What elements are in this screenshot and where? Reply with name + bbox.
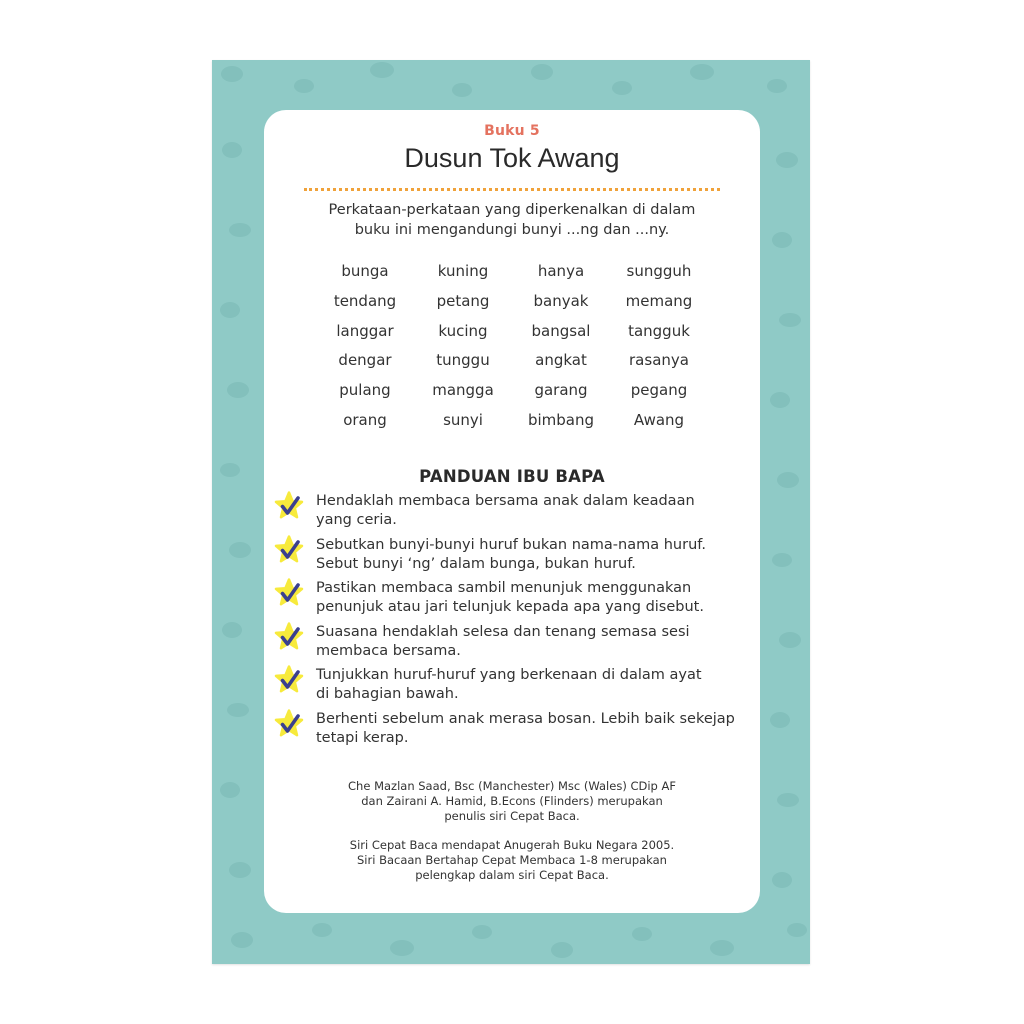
word: sunyi <box>443 410 483 429</box>
guide-item-text <box>316 536 746 574</box>
guide-item-text <box>316 710 746 748</box>
guide-item-line: Pastikan membaca sambil menunjuk menggunakan <box>316 580 692 596</box>
star-checkmark-icon <box>274 622 304 652</box>
award-line: Siri Bacaan Bertahap Cepat Membaca 1-8 merupakan <box>357 853 667 867</box>
guide-item-text <box>316 623 746 661</box>
star-checkmark-icon <box>274 578 304 608</box>
award-line: pelengkap dalam siri Cepat Baca. <box>415 868 609 882</box>
word: orang <box>343 410 387 429</box>
guide-item-line: Hendaklah membaca bersama anak dalam keadaan <box>316 493 695 509</box>
word: dengar <box>338 351 392 370</box>
word: petang <box>436 291 490 310</box>
guide-item <box>274 623 754 663</box>
credits-line: dan Zairani A. Hamid, B.Econs (Flinders) merupakan <box>361 794 663 808</box>
guide-item-text <box>316 579 746 617</box>
word: langgar <box>336 321 394 340</box>
award-line: Siri Cepat Baca mendapat Anugerah Buku Negara 2005. <box>349 838 675 852</box>
word: Awang <box>633 410 685 429</box>
word: tendang <box>333 291 397 310</box>
word: pegang <box>630 381 688 400</box>
word: rasanya <box>629 351 689 370</box>
star-checkmark-icon <box>274 665 304 695</box>
word: bimbang <box>527 410 595 429</box>
guide-item-line: Sebut bunyi ‘ng’ dalam bunga, bukan huruf. <box>316 555 636 572</box>
credits-line: penulis siri Cepat Baca. <box>444 809 580 823</box>
word: pulang <box>339 381 391 400</box>
intro-line: Perkataan-perkataan yang diperkenalkan di dalam <box>328 202 696 218</box>
word: banyak <box>533 291 589 310</box>
guide-item <box>274 579 754 619</box>
info-card <box>264 110 760 913</box>
award-note <box>264 838 760 883</box>
book-title: Dusun Tok Awang <box>404 143 620 173</box>
word: mangga <box>432 381 494 400</box>
guide-item-line: Suasana hendaklah selesa dan tenang semasa sesi <box>316 623 690 640</box>
word: memang <box>625 291 693 310</box>
intro-text <box>294 200 730 240</box>
word-list <box>316 261 708 440</box>
guide-item-line: Sebutkan bunyi-bunyi huruf bukan nama-nama huruf. <box>316 536 706 553</box>
word: hanya <box>537 262 585 280</box>
guide-item-text <box>316 492 746 530</box>
author-credits <box>264 779 760 824</box>
word: kucing <box>438 321 488 340</box>
guide-item-line: membaca bersama. <box>316 642 461 659</box>
word: bangsal <box>531 321 591 340</box>
guide-item <box>274 536 754 576</box>
word: kuning <box>437 262 489 280</box>
guide-item <box>274 666 754 706</box>
guide-item-line: yang ceria. <box>316 512 397 528</box>
star-checkmark-icon <box>274 491 304 521</box>
intro-line: buku ini mengandungi bunyi ...ng dan ...ny. <box>354 222 670 238</box>
guide-item-line: Tunjukkan huruf-huruf yang berkenaan di dalam ayat <box>316 667 702 683</box>
guide-item <box>274 710 754 750</box>
guide-item <box>274 492 754 532</box>
word: sungguh <box>626 262 692 280</box>
word: bunga <box>341 262 389 280</box>
credits-line: Che Mazlan Saad, Bsc (Manchester) Msc (Wales) CDip AF <box>348 779 676 793</box>
guide-item-line: penunjuk atau jari telunjuk kepada apa yang disebut. <box>316 599 704 615</box>
series-label: Buku 5 <box>484 123 540 139</box>
word: garang <box>534 381 588 400</box>
word: tangguk <box>628 321 690 340</box>
dotted-divider <box>304 188 720 191</box>
star-checkmark-icon <box>274 709 304 739</box>
star-checkmark-icon <box>274 535 304 565</box>
guide-item-line: tetapi kerap. <box>316 729 409 746</box>
guide-item-line: di bahagian bawah. <box>316 686 459 702</box>
guide-heading: PANDUAN IBU BAPA <box>419 467 605 486</box>
guide-item-text <box>316 666 746 704</box>
guide-item-line: Berhenti sebelum anak merasa bosan. Lebih baik sekejap <box>316 710 735 727</box>
word: tunggu <box>436 351 490 370</box>
word: angkat <box>535 351 587 370</box>
